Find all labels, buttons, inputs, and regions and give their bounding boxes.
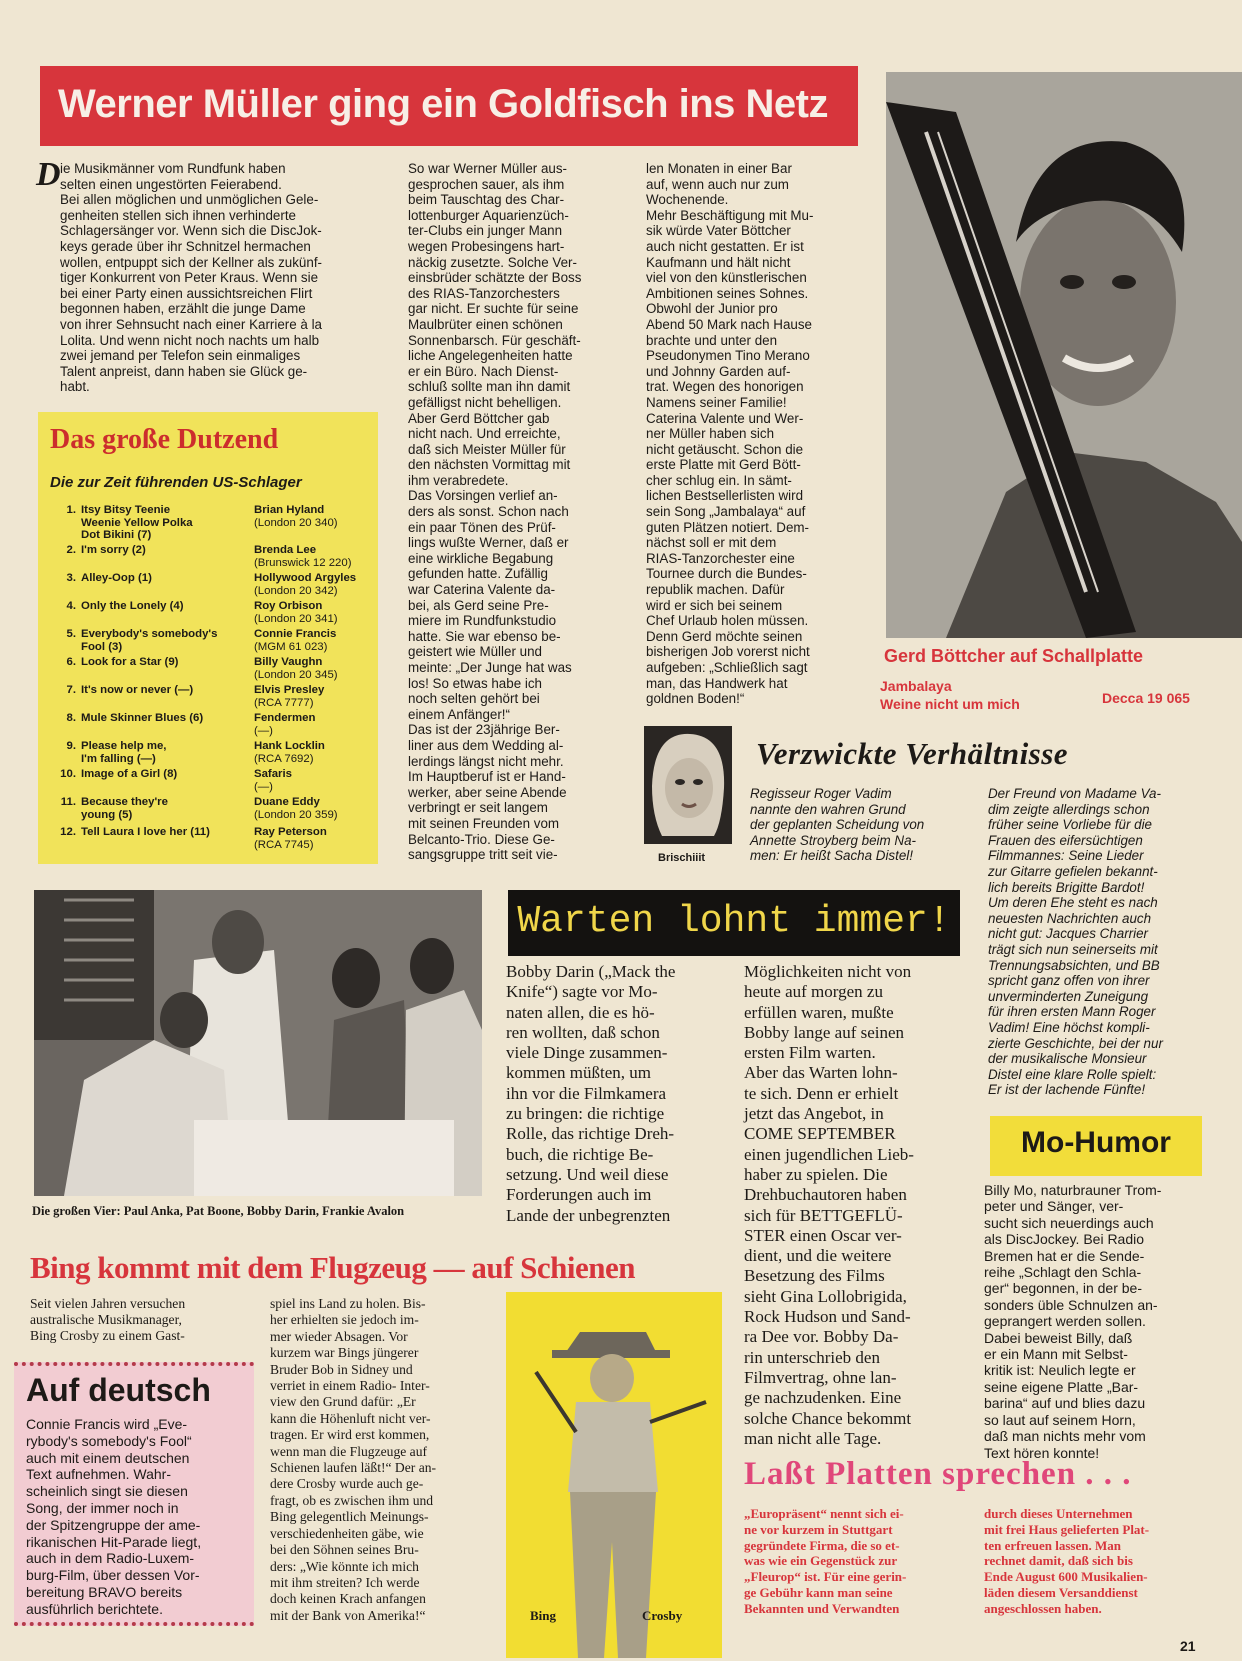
warten-banner — [508, 890, 960, 956]
article-mueller-col3: len Monaten in einer Bar auf, wenn auch nur zum Wochenende. Mehr Beschäftigung mit Mu- sik würde Vater Böttcher auch nicht gestatten. Er ist Kaufmann und hält nicht viel von den künstlerischen Ambitionen seines Sohnes. Obwohl der Junior pro Abend 50 Mark nach Hause brachte und unter den Pseudonymen Tino Merano und Johnny Garden auf- trat. Wegen des honorigen Namens seiner Familie! Caterina Valente und Wer- ner Müller haben sich nicht getäuscht. Schon die erste Platte mit Gerd Bött- cher schlug ein. In sämt- lichen Bestsellerlisten wird sein Song „Jambalaya“ auf guten Plätzen notiert. Dem- nächst soll er mit dem RIAS-Tanzorchester eine Tournee durch die Bundes- republik machen. Dafür wird er sich bei seinem Chef Urlaub holen müssen. Denn Gerd möchte seinen bisherigen Job vorerst nicht aufgeben: „Schließlich sagt man, das Handwerk hat goldnen Boden!“ — [646, 161, 814, 707]
drop-cap: D — [36, 156, 61, 193]
chart-artist: Hank Locklin (RCA 7692) — [254, 740, 325, 765]
chart-song: Please help me, I'm falling (—) — [81, 740, 167, 765]
chart-rank: 4. — [66, 600, 76, 612]
dutzend-subtitle: Die zur Zeit führenden US-Schlager — [50, 474, 302, 491]
chart-rank: 2. — [66, 544, 76, 556]
verzwickt-title: Verzwickte Verhältnisse — [756, 736, 1069, 771]
photo-gerd-boettcher — [886, 72, 1242, 638]
gerd-record-label: Decca 19 065 — [1102, 690, 1190, 706]
verzwickt-col1: Regisseur Roger Vadim nannte den wahren Grund der geplanten Scheidung von Annette Stroyberg beim Na- men: Er heißt Sacha Distel! — [750, 786, 925, 864]
page-number: 21 — [1180, 1638, 1196, 1654]
bardot-caption: Brischiiit — [658, 852, 706, 864]
gerd-song-1: Jambalaya — [880, 678, 952, 694]
chart-artist: Hollywood Argyles (London 20 342) — [254, 572, 357, 597]
chart-rank: 7. — [66, 684, 76, 696]
group-photo-caption: Die großen Vier: Paul Anka, Pat Boone, Bobby Darin, Frankie Avalon — [32, 1204, 405, 1218]
chart-artist: Elvis Presley (RCA 7777) — [254, 684, 325, 709]
chart-song: Itsy Bitsy Teenie Weenie Yellow Polka Dot Bikini (7) — [81, 504, 193, 542]
chart-artist: Ray Peterson (RCA 7745) — [254, 826, 327, 851]
chart-rank: 8. — [66, 712, 76, 724]
photo-group-four — [34, 890, 482, 1196]
chart-rank: 1. — [66, 504, 76, 516]
auf-deutsch-box — [14, 1362, 254, 1626]
bing-photo-panel — [506, 1292, 722, 1658]
chart-rank: 10. — [60, 768, 76, 780]
chart-rank: 9. — [66, 740, 76, 752]
chart-artist: Duane Eddy (London 20 359) — [254, 796, 338, 821]
article-mueller-col1: ie Musikmänner vom Rundfunk haben selten einen ungestörten Feierabend. Bei allen möglichen und unmöglichen Gele- genheiten stellen sich ihnen verhinderte Schlagersänger vor. Wenn sich die DiscJok- keys gerade über ihr Schnitzel hermachen wollen, entpuppt sich der Kellner als zukünf- tiger Konkurrent von Peter Kraus. Wenn sie bei einer Party einen aussichtsreichen Flirt begonnen haben, erzählt die junge Dame von ihrer Sehnsucht nach einer Karriere à la Lolita. Und wenn nicht noch nachts um halb zwei jemand per Telefon sein einmaliges Talent anpreist, dann haben sie Glück ge- habt. — [60, 161, 323, 395]
chart-rank: 12. — [60, 826, 76, 838]
dutzend-title: Das große Dutzend — [50, 424, 279, 455]
chart-artist: Billy Vaughn (London 20 345) — [254, 656, 338, 681]
chart-artist: Connie Francis (MGM 61 023) — [254, 628, 337, 653]
warten-col2: Möglichkeiten nicht von heute auf morgen zu erfüllen waren, mußte Bobby lange auf seinen ersten Film warten. Aber das Warten lohn- te sich. Denn er erhielt jetzt das Angebot, in COME SEPTEMBER einen jugendlichen Lieb- haber zu spielen. Die Drehbuchautoren haben sich für BETTGEFLÜ- STER einen Oscar ver- dient, und die weitere Besetzung des Films sieht Gina Lollobrigida, Rock Hudson und Sand- ra Dee vor. Bobby Da- rin unterschrieb den Filmvertrag, ohne lan- ge nachzudenken. Eine solche Chance bekommt man nicht alle Tage. — [744, 962, 914, 1448]
headline: Werner Müller ging ein Goldfisch ins Netz — [58, 82, 828, 126]
chart-rank: 5. — [66, 628, 76, 640]
platten-col1: „Europräsent“ nennt sich ei- ne vor kurzem in Stuttgart gegründete Firma, die so et- was wie ein Gegenstück zur „Fleurop“ ist. Für eine gerin- ge Gebühr kann man seine Bekannten und Verwandten — [744, 1506, 907, 1616]
chart-song: Image of a Girl (8) — [81, 768, 178, 780]
bing-col2: spiel ins Land zu holen. Bis- her erhielten sie jedoch im- mer wieder Absagen. Vor kurzem war Bings jüngerer Bruder Bob in Sidney und verriet in einem Radio- Inter- view den Grund dafür: „Er kann die Höhenluft nicht ver- tragen. Er wird erst kommen, wenn man die Flugzeuge auf Schienen laufen läßt!“ Der an- dere Crosby wurde auch ge- fragt, ob es zwischen ihm und Bing gelegentlich Meinungs- verschiedenheiten gäbe, wie bei den Söhnen seines Bru- ders: „Wie könnte ich mich mit ihm streiten? Ich werde doch keinen Krach anfangen mit der Bank von Amerika!“ — [270, 1296, 437, 1623]
gerd-caption: Gerd Böttcher auf Schallplatte — [884, 646, 1144, 666]
chart-song: Alley-Oop (1) — [81, 572, 152, 584]
platten-col2: durch dieses Unternehmen mit frei Haus gelieferten Plat- ten erfreuen lassen. Man rechnet damit, daß sich bis Ende August 600 Musikalien- läden diesem Versanddienst angeschlossen haben. — [984, 1506, 1150, 1616]
chart-artist: Safaris (—) — [254, 768, 292, 793]
chart-artist: Brian Hyland (London 20 340) — [254, 504, 338, 529]
platten-headline: Laßt Platten sprechen . . . — [744, 1456, 1132, 1492]
chart-song: Look for a Star (9) — [81, 656, 179, 668]
bing-label-right: Crosby — [642, 1608, 683, 1623]
verzwickt-col2: Der Freund von Madame Va- dim zeigte allerdings schon früher seine Vorliebe für die Frauen des eifersüchtigen Filmmannes: Seine Lieder zur Gitarre gefielen bekannt- lich bereits Brigitte Bardot! Um deren Ehe steht es nach neuesten Nachrichten auch nicht gut: Jacques Charrier trägt sich nun seinerseits mit Trennungsabsichten, und BB spricht ganz offen von ihrer unverminderten Zuneigung für ihren ersten Mann Roger Vadim! Eine höchst kompli- zierte Geschichte, bei der nur der musikalische Monsieur Distel eine klare Rolle spielt: Er ist der lachende Fünfte! — [988, 786, 1163, 1098]
mo-humor-banner — [990, 1116, 1202, 1176]
gerd-song-2: Weine nicht um mich — [880, 696, 1020, 712]
chart-song: I'm sorry (2) — [81, 544, 146, 556]
warten-title: Warten lohnt immer! — [517, 900, 951, 943]
chart-song: Because they're young (5) — [81, 796, 168, 821]
chart-rank: 3. — [66, 572, 76, 584]
chart-song: Mule Skinner Blues (6) — [81, 712, 204, 724]
chart-box-dutzend — [38, 412, 378, 864]
warten-col1: Bobby Darin („Mack the Knife“) sagte vor Mo- naten allen, die es hö- ren wollten, daß schon viele Dinge zusammen- kommen müßten, um ihn vor die Filmkamera zu bringen: die richtige Rolle, das richtige Dreh- buch, die richtige Be- setzung. Und weil diese Forderungen auch im Lande der unbegrenzten — [506, 962, 676, 1225]
chart-artist: Roy Orbison (London 20 341) — [254, 600, 338, 625]
chart-song: Tell Laura I love her (11) — [81, 826, 210, 838]
photo-bing-crosby — [506, 1292, 722, 1658]
chart-artist: Fendermen (—) — [254, 712, 316, 737]
auf-deutsch-title: Auf deutsch — [26, 1372, 211, 1408]
mo-humor-text: Billy Mo, naturbrauner Trom- peter und Sänger, ver- sucht sich neuerdings auch als DiscJockey. Bei Radio Bremen hat er die Sende- reihe „Schlagt den Schla- ger“ begonnen, in der be- sonders üble Schnulzen an- geprangert werden sollen. Dabei beweist Billy, daß er ein Mann mit Selbst- kritik ist: Neulich legte er seine eigene Platte „Bar- barina“ auf und blies dazu so laut auf seinem Horn, daß man nichts mehr vom Text hören konnte! — [984, 1182, 1162, 1461]
bing-intro: Seit vielen Jahren versuchen australische Musikmanager, Bing Crosby zu einem Gast- — [30, 1296, 186, 1344]
article-mueller-col2: So war Werner Müller aus- gesprochen sauer, als ihm beim Tauschtag des Char- lottenburger Aquarienzüch- ter-Clubs ein junger Mann wegen Probesingens hart- näckig zusetzte. Solche Ver- einsbrüder schätzte der Boss des RIAS-Tanzorchesters gar nicht. Er suchte für seine Maulbrüter einen schönen Sonnenbarsch. Für geschäft- liche Angelegenheiten hatte er ein Büro. Nach Dienst- schluß sollte man ihn damit gefälligst nicht behelligen. Aber Gerd Böttcher gab nicht nach. Und erreichte, daß sich Meister Müller für den nächsten Vormittag mit ihm verabredete. Das Vorsingen verlief an- ders als sonst. Schon nach ein paar Tönen des Prüf- lings wußte Werner, daß er eine wirkliche Begabung gefunden hatte. Zufällig war Caterina Valente da- bei, als Gerd seine Pre- miere im Rundfunkstudio hatte. Sie war ebenso be- geistert wie Müller und meinte: „Der Junge hat was los! So etwas habe ich noch selten gehört bei einem Anfänger!“ Das ist der 23jährige Ber- liner aus dem Wedding al- lerdings längst nicht mehr. Im Hauptberuf ist er Hand- werker, aber seine Abende verbringt er seit langem mit seinen Freunden vom Belcanto-Trio. Diese Ge- sangsgruppe tritt seit vie- — [408, 161, 582, 863]
mo-humor-title: Mo-Humor — [1021, 1126, 1171, 1159]
headline-banner — [40, 66, 858, 146]
chart-song: It's now or never (—) — [81, 684, 194, 696]
bing-headline: Bing kommt mit dem Flugzeug — auf Schienen — [30, 1250, 636, 1285]
photo-bardot — [644, 726, 732, 844]
chart-rank: 6. — [66, 656, 76, 668]
bing-label-left: Bing — [530, 1608, 557, 1623]
chart-rank: 11. — [60, 796, 76, 808]
chart-artist: Brenda Lee (Brunswick 12 220) — [254, 544, 352, 569]
chart-song: Everybody's somebody's Fool (3) — [81, 628, 218, 653]
chart-song: Only the Lonely (4) — [81, 600, 184, 612]
auf-deutsch-text: Connie Francis wird „Eve- rybody's somebody's Fool“ auch mit einem deutschen Text aufnehmen. Wahr- scheinlich singt sie diesen Song, der immer noch in der Spitzengruppe der ame- rikanischen Hit-Parade liegt, auch in dem Radio-Luxem- burg-Film, über dessen Vor- bereitung BRAVO bereits ausführlich berichtete. — [26, 1416, 202, 1617]
